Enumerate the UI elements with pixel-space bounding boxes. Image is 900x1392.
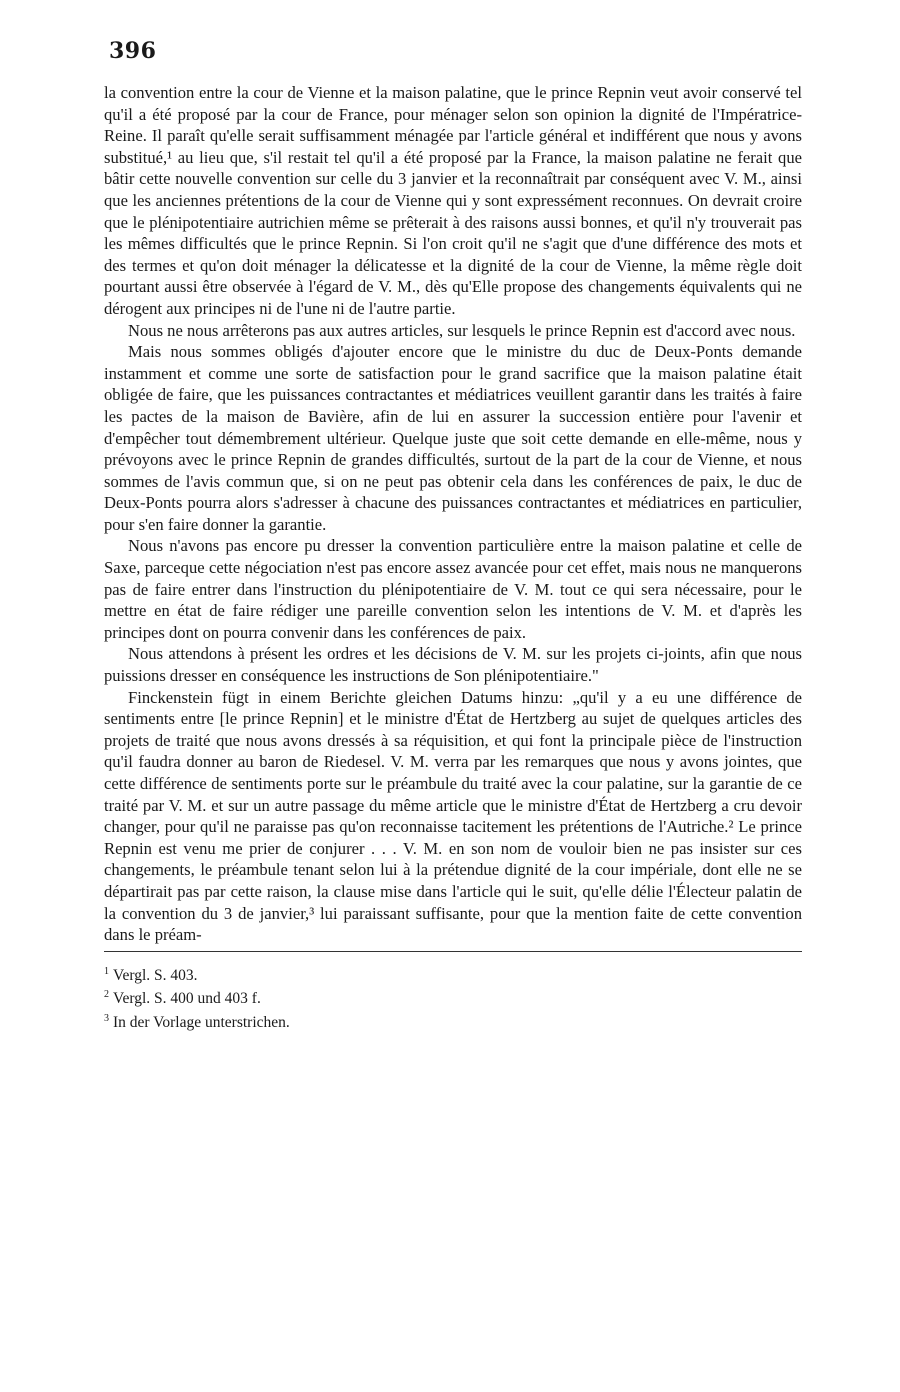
paragraph-deux-ponts: Mais nous sommes obligés d'ajouter encore que le ministre du duc de Deux-Ponts demande instamment et comme une sorte de satisfaction pour le grand sacrifice que la maison palatine était obligée de faire, que les puissances contractantes et médiatrices veuillent garantir dans les traités à faire les pactes de la maison de Bavière, afin de lui en assurer la succession entière pour l'avenir et d'empêcher tout démembrement ultérieur. Quelque juste que soit cette demande en elle-même, nous y prévoyons avec le prince Repnin de grandes difficultés, surtout de la part de la cour de Vienne, et nous sommes de l'avis commun que, si on ne peut pas obtenir cela dans les conférences de paix, le duc de Deux-Ponts pourra alors s'adresser à chacune des puissances contractantes et médiatrices en particulier, pour s'en faire donner la garantie. [104,342,802,534]
paragraph-convention: la convention entre la cour de Vienne et la maison palatine, que le prince Repnin veut avoir conservé tel qu'il a été proposé par la cour de France, pour ménager selon son opinion la dignité de l'Impératrice-Reine. Il paraît qu'elle serait suffisamment ménagée par l'article général et indifférent que nous y avons substitué,¹ au lieu que, s'il restait tel qu'il a été proposé par la France, la maison palatine ne ferait que bâtir cette nouvelle convention sur celle du 3 janvier et la reconnaîtrait par conséquent avec V. M., ainsi que les anciennes prétentions de la cour de Vienne qui y sont expressément reconnues. On devrait croire que le plénipotentiaire autrichien même se prêterait à des raisons aussi bonnes, et qu'il n'y trouverait pas les mêmes difficultés que le prince Repnin. Si l'on croit qu'il ne s'agit que d'une différence des mots et des termes et qu'on doit ménager la délicatesse et la dignité de la cour de Vienne, la même règle doit pourtant aussi être observée à l'égard de V. M., dès qu'Elle propose des changements équivalents qui ne dérogent aux principes ni de l'une ni de l'autre partie. [104,83,802,318]
footnote-text: In der Vorlage unterstrichen. [113,1014,290,1032]
footnote-3 [104,1009,802,1033]
paragraph-finckenstein: Finckenstein fügt in einem Berichte gleichen Datums hinzu: „qu'il y a eu une différence de sentiments entre [le prince Repnin] et le ministre d'État de Hertzberg au sujet de quelques articles des projets de traité que nous avons dressés à sa réquisition, et qui font la principale pièce de l'instruction qu'il faudra donner au baron de Riedesel. V. M. verra par les remarques que nous y avons jointes, que cette différence de sentiments porte sur le préambule du traité avec la cour palatine, sur la garantie de ce traité par V. M. et sur un autre passage du même article que le ministre d'État de Hertzberg a cru devoir changer, pour qu'il ne paraisse pas qu'on reconnaisse tacitement les prétentions de l'Autriche.² Le prince Repnin est venu me prier de conjurer . . . V. M. en son nom de vouloir bien ne pas insister sur ces changements, le préambule tenant selon lui à la prétendue dignité de la cour impériale, dont elle ne se départirait pas par cette raison, la clause mise dans l'article qui le suit, qu'elle délie l'Électeur palatin de la convention du 3 de janvier,³ lui paraissant suffisante, pour que la mention faite de cette convention dans le préam- [104,687,802,945]
document-page [104,38,802,1033]
footnote-1 [104,962,802,986]
page-number: 396 [109,38,157,64]
body-text [104,82,802,946]
footnote-2 [104,985,802,1009]
footnote-mark: 1 [104,965,109,977]
footnote-text: Vergl. S. 400 und 403 f. [113,990,261,1008]
footnote-mark: 2 [104,989,109,1001]
paragraph-autres-articles: Nous ne nous arrêterons pas aux autres articles, sur lesquels le prince Repnin est d'accord avec nous. [128,320,796,340]
footnotes [104,962,802,1033]
footnote-text: Vergl. S. 403. [113,966,198,984]
footnote-divider [104,951,802,952]
paragraph-ordres: Nous attendons à présent les ordres et les décisions de V. M. sur les projets ci-joints, afin que nous puissions dresser en conséquence les instructions de Son plénipotentiaire." [104,644,802,686]
footnote-mark: 3 [104,1013,109,1025]
paragraph-saxe: Nous n'avons pas encore pu dresser la convention particulière entre la maison palatine et celle de Saxe, parceque cette négociation n'est pas encore assez avancée pour cet effet, mais nous ne manquerons pas de faire entrer dans l'instruction du plénipotentiaire de V. M. tout ce qui sera nécessaire, pour le mettre en état de faire rédiger une pareille convention selon les intentions de V. M. et d'après les principes dont on pourra convenir dans les conférences de paix. [104,536,802,642]
